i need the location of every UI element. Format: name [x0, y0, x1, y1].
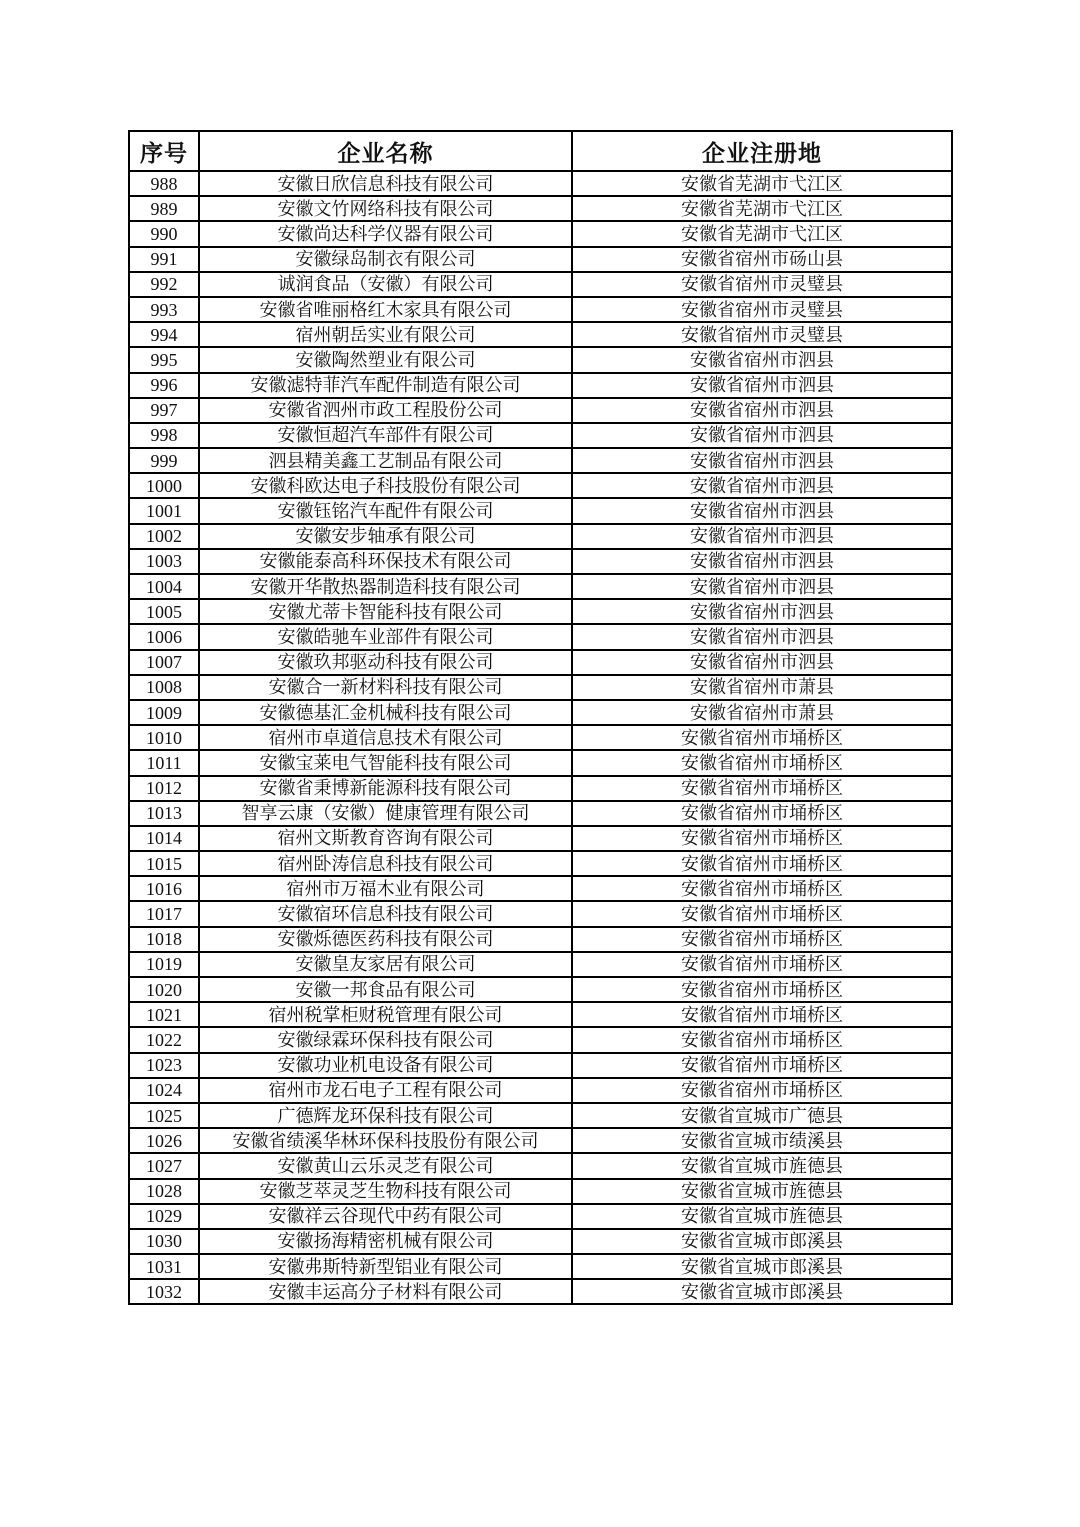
company-name-cell: 安徽尤蒂卡智能科技有限公司 [199, 599, 572, 624]
serial-number-cell: 1020 [129, 977, 199, 1002]
registration-place-cell: 安徽省宣城市旌德县 [572, 1153, 952, 1178]
table-row [129, 473, 952, 498]
company-name-cell: 安徽科欧达电子科技股份有限公司 [199, 473, 572, 498]
table-row [129, 750, 952, 775]
serial-number-cell: 1001 [129, 498, 199, 523]
serial-number-cell: 994 [129, 322, 199, 347]
company-name-cell: 诚润食品（安徽）有限公司 [199, 272, 572, 297]
company-name-cell: 宿州市卓道信息技术有限公司 [199, 725, 572, 750]
company-name-cell: 安徽一邦食品有限公司 [199, 977, 572, 1002]
company-name-cell: 安徽滤特菲汽车配件制造有限公司 [199, 373, 572, 398]
table-row [129, 1229, 952, 1254]
registration-place-cell: 安徽省宣城市郎溪县 [572, 1254, 952, 1279]
company-name-cell: 安徽省绩溪华林环保科技股份有限公司 [199, 1128, 572, 1153]
registration-place-cell: 安徽省宿州市泗县 [572, 373, 952, 398]
table-row [129, 1103, 952, 1128]
serial-number-cell: 1015 [129, 851, 199, 876]
company-registration-table [128, 130, 953, 1305]
registration-place-cell: 安徽省芜湖市弋江区 [572, 221, 952, 246]
registration-place-cell: 安徽省宿州市灵璧县 [572, 272, 952, 297]
table-row [129, 524, 952, 549]
company-name-cell: 安徽开华散热器制造科技有限公司 [199, 574, 572, 599]
company-name-cell: 安徽绿岛制衣有限公司 [199, 247, 572, 272]
serial-number-cell: 1005 [129, 599, 199, 624]
registration-place-cell: 安徽省宿州市泗县 [572, 624, 952, 649]
registration-place-cell: 安徽省宿州市灵璧县 [572, 297, 952, 322]
company-name-cell: 安徽皇友家居有限公司 [199, 952, 572, 977]
serial-number-cell: 998 [129, 423, 199, 448]
registration-place-cell: 安徽省宿州市砀山县 [572, 247, 952, 272]
header-serial-number: 序号 [129, 131, 199, 171]
registration-place-cell: 安徽省宿州市埇桥区 [572, 1053, 952, 1078]
serial-number-cell: 992 [129, 272, 199, 297]
serial-number-cell: 993 [129, 297, 199, 322]
serial-number-cell: 990 [129, 221, 199, 246]
serial-number-cell: 1030 [129, 1229, 199, 1254]
company-name-cell: 宿州朝岳实业有限公司 [199, 322, 572, 347]
serial-number-cell: 1014 [129, 826, 199, 851]
registration-place-cell: 安徽省宿州市埇桥区 [572, 725, 952, 750]
company-name-cell: 安徽日欣信息科技有限公司 [199, 171, 572, 196]
table-row [129, 373, 952, 398]
table-row [129, 1027, 952, 1052]
table-row [129, 549, 952, 574]
table-row [129, 952, 952, 977]
table-row [129, 977, 952, 1002]
registration-place-cell: 安徽省宿州市埇桥区 [572, 952, 952, 977]
company-name-cell: 安徽钰铭汽车配件有限公司 [199, 498, 572, 523]
serial-number-cell: 1022 [129, 1027, 199, 1052]
table-row [129, 725, 952, 750]
serial-number-cell: 1006 [129, 624, 199, 649]
registration-place-cell: 安徽省宿州市泗县 [572, 498, 952, 523]
registration-place-cell: 安徽省宿州市埇桥区 [572, 1002, 952, 1027]
serial-number-cell: 989 [129, 196, 199, 221]
registration-place-cell: 安徽省宿州市埇桥区 [572, 1027, 952, 1052]
registration-place-cell: 安徽省宿州市灵璧县 [572, 322, 952, 347]
registration-place-cell: 安徽省宿州市埇桥区 [572, 801, 952, 826]
registration-place-cell: 安徽省宿州市埇桥区 [572, 826, 952, 851]
registration-place-cell: 安徽省宣城市广德县 [572, 1103, 952, 1128]
table-row [129, 776, 952, 801]
registration-place-cell: 安徽省宿州市埇桥区 [572, 876, 952, 901]
table-row [129, 876, 952, 901]
registration-place-cell: 安徽省宣城市郎溪县 [572, 1229, 952, 1254]
serial-number-cell: 1026 [129, 1128, 199, 1153]
company-name-cell: 安徽省秉博新能源科技有限公司 [199, 776, 572, 801]
header-registration-place: 企业注册地 [572, 131, 952, 171]
registration-place-cell: 安徽省宿州市埇桥区 [572, 750, 952, 775]
header-company-name: 企业名称 [199, 131, 572, 171]
registration-place-cell: 安徽省宣城市旌德县 [572, 1204, 952, 1229]
table-row [129, 498, 952, 523]
serial-number-cell: 1019 [129, 952, 199, 977]
table-row [129, 650, 952, 675]
serial-number-cell: 995 [129, 347, 199, 372]
company-name-cell: 安徽黄山云乐灵芝有限公司 [199, 1153, 572, 1178]
company-name-cell: 宿州税掌柜财税管理有限公司 [199, 1002, 572, 1027]
registration-place-cell: 安徽省宿州市泗县 [572, 524, 952, 549]
table-row [129, 322, 952, 347]
serial-number-cell: 999 [129, 448, 199, 473]
company-name-cell: 广德辉龙环保科技有限公司 [199, 1103, 572, 1128]
company-name-cell: 宿州卧涛信息科技有限公司 [199, 851, 572, 876]
table-row [129, 1128, 952, 1153]
table-row [129, 423, 952, 448]
serial-number-cell: 1008 [129, 675, 199, 700]
company-name-cell: 安徽弗斯特新型铝业有限公司 [199, 1254, 572, 1279]
registration-place-cell: 安徽省宿州市泗县 [572, 473, 952, 498]
registration-place-cell: 安徽省宣城市旌德县 [572, 1179, 952, 1204]
company-name-cell: 安徽能泰高科环保技术有限公司 [199, 549, 572, 574]
serial-number-cell: 1023 [129, 1053, 199, 1078]
company-name-cell: 安徽绿霖环保科技有限公司 [199, 1027, 572, 1052]
table-row [129, 700, 952, 725]
company-name-cell: 安徽玖邦驱动科技有限公司 [199, 650, 572, 675]
registration-place-cell: 安徽省宿州市泗县 [572, 347, 952, 372]
serial-number-cell: 1009 [129, 700, 199, 725]
table-row [129, 171, 952, 196]
company-name-cell: 安徽省泗州市政工程股份公司 [199, 398, 572, 423]
company-name-cell: 宿州市龙石电子工程有限公司 [199, 1078, 572, 1103]
company-name-cell: 安徽丰运高分子材料有限公司 [199, 1279, 572, 1304]
registration-place-cell: 安徽省宿州市埇桥区 [572, 851, 952, 876]
company-name-cell: 安徽文竹网络科技有限公司 [199, 196, 572, 221]
table-row [129, 624, 952, 649]
company-name-cell: 安徽宿环信息科技有限公司 [199, 901, 572, 926]
table-row [129, 247, 952, 272]
table-row [129, 901, 952, 926]
company-name-cell: 安徽合一新材料科技有限公司 [199, 675, 572, 700]
company-name-cell: 宿州市万福木业有限公司 [199, 876, 572, 901]
registration-place-cell: 安徽省宿州市埇桥区 [572, 927, 952, 952]
table-row [129, 196, 952, 221]
registration-place-cell: 安徽省宿州市埇桥区 [572, 776, 952, 801]
serial-number-cell: 1010 [129, 725, 199, 750]
registration-place-cell: 安徽省芜湖市弋江区 [572, 196, 952, 221]
serial-number-cell: 1013 [129, 801, 199, 826]
table-row [129, 221, 952, 246]
serial-number-cell: 1002 [129, 524, 199, 549]
serial-number-cell: 1016 [129, 876, 199, 901]
registration-place-cell: 安徽省宿州市萧县 [572, 675, 952, 700]
serial-number-cell: 1032 [129, 1279, 199, 1304]
table-row [129, 1053, 952, 1078]
table-row [129, 448, 952, 473]
table-row [129, 599, 952, 624]
serial-number-cell: 1031 [129, 1254, 199, 1279]
serial-number-cell: 1025 [129, 1103, 199, 1128]
serial-number-cell: 1000 [129, 473, 199, 498]
table-header-row [129, 131, 952, 171]
serial-number-cell: 997 [129, 398, 199, 423]
registration-place-cell: 安徽省宿州市泗县 [572, 423, 952, 448]
company-name-cell: 泗县精美鑫工艺制品有限公司 [199, 448, 572, 473]
serial-number-cell: 1004 [129, 574, 199, 599]
company-name-cell: 安徽扬海精密机械有限公司 [199, 1229, 572, 1254]
table-row [129, 1078, 952, 1103]
serial-number-cell: 1027 [129, 1153, 199, 1178]
company-table-body [129, 171, 952, 1304]
company-name-cell: 安徽陶然塑业有限公司 [199, 347, 572, 372]
table-row [129, 398, 952, 423]
company-name-cell: 宿州文斯教育咨询有限公司 [199, 826, 572, 851]
table-row [129, 1179, 952, 1204]
serial-number-cell: 1021 [129, 1002, 199, 1027]
serial-number-cell: 1007 [129, 650, 199, 675]
table-row [129, 1002, 952, 1027]
serial-number-cell: 996 [129, 373, 199, 398]
table-row [129, 927, 952, 952]
serial-number-cell: 991 [129, 247, 199, 272]
serial-number-cell: 1017 [129, 901, 199, 926]
registration-place-cell: 安徽省宣城市郎溪县 [572, 1279, 952, 1304]
table-row [129, 1153, 952, 1178]
table-row [129, 801, 952, 826]
company-name-cell: 安徽功业机电设备有限公司 [199, 1053, 572, 1078]
registration-place-cell: 安徽省宿州市埇桥区 [572, 977, 952, 1002]
table-row [129, 851, 952, 876]
serial-number-cell: 1012 [129, 776, 199, 801]
company-name-cell: 安徽德基汇金机械科技有限公司 [199, 700, 572, 725]
serial-number-cell: 1011 [129, 750, 199, 775]
table-row [129, 826, 952, 851]
registration-place-cell: 安徽省宿州市泗县 [572, 650, 952, 675]
company-name-cell: 安徽恒超汽车部件有限公司 [199, 423, 572, 448]
table-row [129, 1254, 952, 1279]
company-name-cell: 安徽烁德医药科技有限公司 [199, 927, 572, 952]
table-row [129, 272, 952, 297]
serial-number-cell: 988 [129, 171, 199, 196]
registration-place-cell: 安徽省宿州市泗县 [572, 574, 952, 599]
company-name-cell: 安徽尚达科学仪器有限公司 [199, 221, 572, 246]
registration-place-cell: 安徽省宿州市埇桥区 [572, 1078, 952, 1103]
table-row [129, 675, 952, 700]
serial-number-cell: 1029 [129, 1204, 199, 1229]
serial-number-cell: 1028 [129, 1179, 199, 1204]
registration-place-cell: 安徽省宿州市泗县 [572, 599, 952, 624]
company-name-cell: 智享云康（安徽）健康管理有限公司 [199, 801, 572, 826]
table-row [129, 574, 952, 599]
table-row [129, 1204, 952, 1229]
table-row [129, 1279, 952, 1304]
registration-place-cell: 安徽省宿州市萧县 [572, 700, 952, 725]
table-row [129, 297, 952, 322]
registration-place-cell: 安徽省宿州市埇桥区 [572, 901, 952, 926]
serial-number-cell: 1003 [129, 549, 199, 574]
registration-place-cell: 安徽省宿州市泗县 [572, 448, 952, 473]
serial-number-cell: 1024 [129, 1078, 199, 1103]
company-name-cell: 安徽宝莱电气智能科技有限公司 [199, 750, 572, 775]
registration-place-cell: 安徽省宿州市泗县 [572, 398, 952, 423]
company-name-cell: 安徽安步轴承有限公司 [199, 524, 572, 549]
registration-place-cell: 安徽省宣城市绩溪县 [572, 1128, 952, 1153]
serial-number-cell: 1018 [129, 927, 199, 952]
company-name-cell: 安徽省唯丽格红木家具有限公司 [199, 297, 572, 322]
company-name-cell: 安徽祥云谷现代中药有限公司 [199, 1204, 572, 1229]
company-name-cell: 安徽皓驰车业部件有限公司 [199, 624, 572, 649]
table-row [129, 347, 952, 372]
table-header [129, 131, 952, 171]
company-name-cell: 安徽芝萃灵芝生物科技有限公司 [199, 1179, 572, 1204]
registration-place-cell: 安徽省宿州市泗县 [572, 549, 952, 574]
registration-place-cell: 安徽省芜湖市弋江区 [572, 171, 952, 196]
